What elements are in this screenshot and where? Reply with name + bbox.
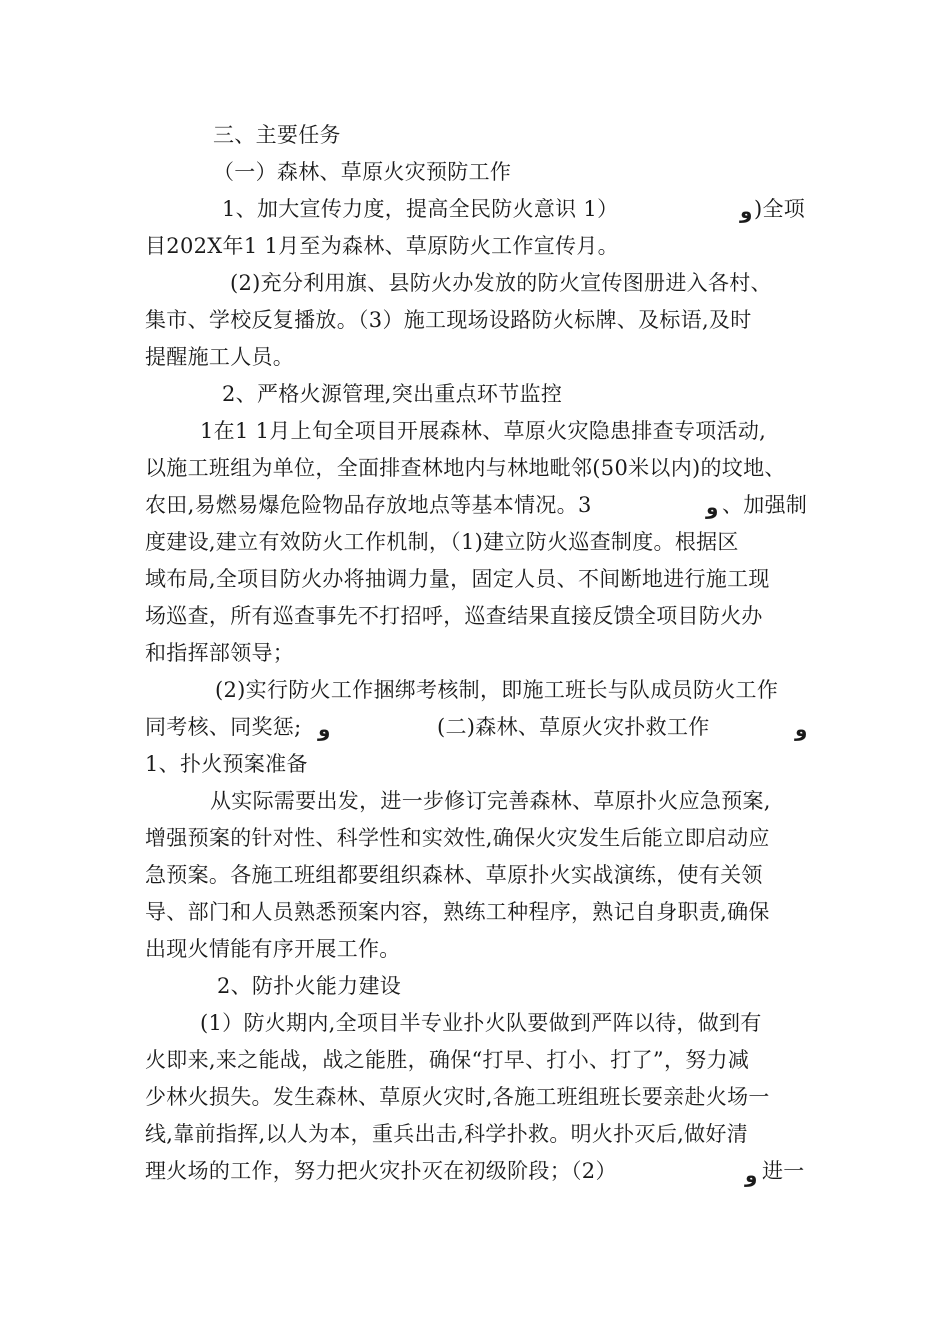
stray-glyph-mark: و xyxy=(745,1163,758,1187)
paragraph-line: 以施工班组为单位，全面排查林地内与林地毗邻(50米以内)的坟地、 xyxy=(145,456,786,480)
paragraph-line: 场巡查，所有巡查事先不打招呼，巡查结果直接反馈全项目防火办 xyxy=(145,604,763,628)
paragraph-line: 同考核、同奖惩; xyxy=(145,715,302,739)
paragraph-line: (1）防火期内,全项目半专业扑火队要做到严阵以待，做到有 xyxy=(200,1011,762,1035)
paragraph-line: 理火场的工作，努力把火灾扑灭在初级阶段；（2） xyxy=(145,1159,617,1183)
paragraph-line: )全项 xyxy=(754,197,806,221)
paragraph-heading: 2、防扑火能力建设 xyxy=(217,974,402,998)
paragraph-line: 域布局,全项目防火办将抽调力量，固定人员、不间断地进行施工现 xyxy=(145,567,770,591)
paragraph-line: 1在1 1月上旬全项目开展森林、草原火灾隐患排查专项活动, xyxy=(200,419,767,443)
paragraph-line: (2)实行防火工作捆绑考核制，即施工班长与队成员防火工作 xyxy=(215,678,779,702)
paragraph-line: 火即来,来之能战，战之能胜，确保“打早、打小、打了”，努力减 xyxy=(145,1048,750,1072)
subsection-heading: （一）森林、草原火灾预防工作 xyxy=(213,160,512,184)
stray-glyph-mark: و xyxy=(740,199,753,223)
paragraph-line: 、加强制 xyxy=(722,493,808,517)
paragraph-line: 1、加大宣传力度，提高全民防火意识 1） xyxy=(222,197,619,221)
paragraph-line: 线,靠前指挥,以人为本，重兵出击,科学扑救。明火扑灭后,做好清 xyxy=(145,1122,748,1146)
paragraph-line: 农田,易燃易爆危险物品存放地点等基本情况。3 xyxy=(145,493,592,517)
paragraph-line: 提醒施工人员。 xyxy=(145,345,295,369)
subsection-heading: (二)森林、草原火灾扑救工作 xyxy=(437,715,710,739)
stray-glyph-mark: و xyxy=(795,717,808,741)
paragraph-line: 增强预案的针对性、科学性和实效性,确保火灾发生后能立即启动应 xyxy=(145,826,770,850)
paragraph-line: 从实际需要出发，进一步修订完善森林、草原扑火应急预案, xyxy=(210,789,771,813)
paragraph-line: 出现火情能有序开展工作。 xyxy=(145,937,401,961)
paragraph-line: 和指挥部领导； xyxy=(145,641,295,665)
paragraph-line: 度建设,建立有效防火工作机制，（1)建立防火巡查制度。根据区 xyxy=(145,530,739,554)
paragraph-heading: 1、扑火预案准备 xyxy=(145,752,308,776)
paragraph-line: 少林火损失。发生森林、草原火灾时,各施工班组班长要亲赴火场一 xyxy=(145,1085,770,1109)
stray-glyph-mark: و xyxy=(318,717,331,741)
paragraph-line: (2)充分利用旗、县防火办发放的防火宣传图册进入各村、 xyxy=(230,271,772,295)
paragraph-line: 进一 xyxy=(762,1159,805,1183)
paragraph-line: 目202X年1 1月至为森林、草原防火工作宣传月。 xyxy=(145,234,619,258)
stray-glyph-mark: و xyxy=(706,495,719,519)
paragraph-heading: 2、严格火源管理,突出重点环节监控 xyxy=(222,382,563,406)
paragraph-line: 导、部门和人员熟悉预案内容，熟练工种程序，熟记自身职责,确保 xyxy=(145,900,770,924)
paragraph-line: 急预案。各施工班组都要组织森林、草原扑火实战演练，使有关领 xyxy=(145,863,763,887)
section-heading: 三、主要任务 xyxy=(213,123,341,147)
paragraph-line: 集市、学校反复播放。（3）施工现场设路防火标牌、及标语,及时 xyxy=(145,308,752,332)
